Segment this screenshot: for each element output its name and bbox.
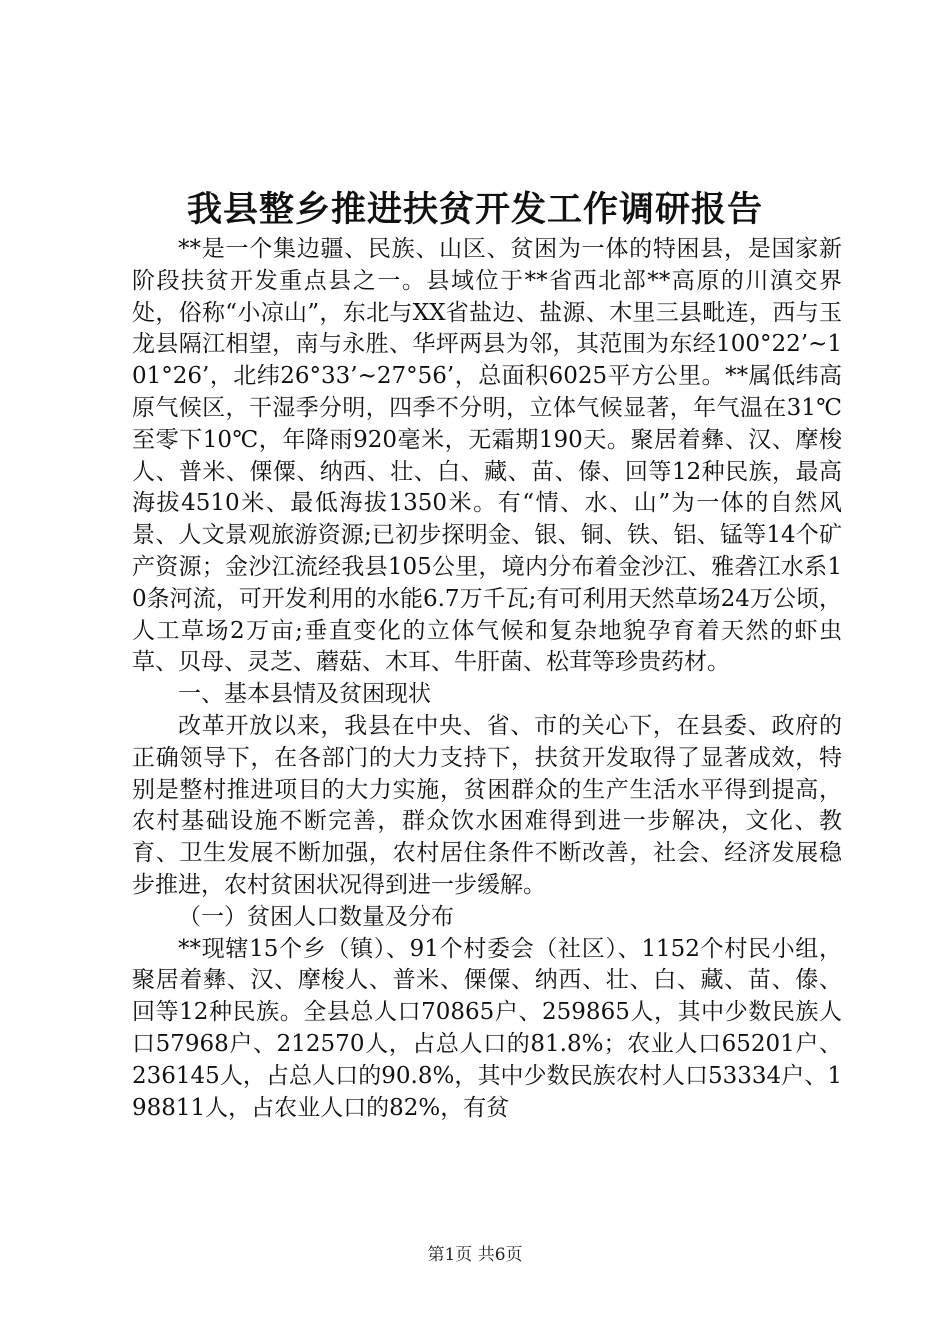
document-body [132, 234, 842, 1124]
page-number-footer: 第1页 共6页 [427, 1245, 523, 1265]
subsection-heading-poor-population: （一）贫困人口数量及分布 [178, 903, 454, 930]
population-paragraph: **现辖15个乡（镇）、91个村委会（社区）、1152个村民小组，聚居着彝、汉、摩梭人、普米、傈僳、纳西、壮、白、藏、苗、傣、回等12种民族。全县总人口70865户、259865人，其中少数民族人口57968户、212570人，占总人口的81.8%；农业人口65201户、236145人，占总人口的90.8%，其中少数民族农村人口53334户、198811人，占农业人口的82%，有贫 [132, 935, 842, 1121]
intro-paragraph: **是一个集边疆、民族、山区、贫困为一体的特困县，是国家新阶段扶贫开发重点县之一。县域位于**省西北部**高原的川滇交界处，俗称“小凉山”，东北与XX省盐边、盐源、木里三县毗连，西与玉龙县隔江相望，南与永胜、华坪两县为邻，其范围为东经100°22’~101°26’，北纬26°33’~27°56’，总面积6025平方公里。**属低纬高原气候区，干湿季分明，四季不分明，立体气候显著，年气温在31℃至零下10℃，年降雨920毫米，无霜期190天。聚居着彝、汉、摩梭人、普米、傈僳、纳西、壮、白、藏、苗、傣、回等12种民族，最高海拔4510米、最低海拔1350米。有“情、水、山”为一体的自然风景、人文景观旅游资源;已初步探明金、银、铜、铁、铝、锰等14个矿产资源；金沙江流经我县105公里，境内分布着金沙江、雅砻江水系10条河流，可开发利用的水能6.7万千瓦;有可利用天然草场24万公顷，人工草场2万亩;垂直变化的立体气候和复杂地貌孕育着天然的虾虫草、贝母、灵芝、蘑菇、木耳、牛肝菌、松茸等珍贵药材。 [132, 236, 842, 676]
reform-paragraph: 改革开放以来，我县在中央、省、市的关心下，在县委、政府的正确领导下，在各部门的大力支持下，扶贫开发取得了显著成效，特别是整村推进项目的大力实施，贫困群众的生产生活水平得到提高，农村基础设施不断完善，群众饮水困难得到进一步解决，文化、教育、卫生发展不断加强，农村居住条件不断改善，社会、经济发展稳步推进，农村贫困状况得到进一步缓解。 [132, 712, 842, 898]
document-title: 我县整乡推进扶贫开发工作调研报告 [186, 189, 763, 230]
section-heading-basic-situation: 一、基本县情及贫困现状 [178, 681, 431, 708]
